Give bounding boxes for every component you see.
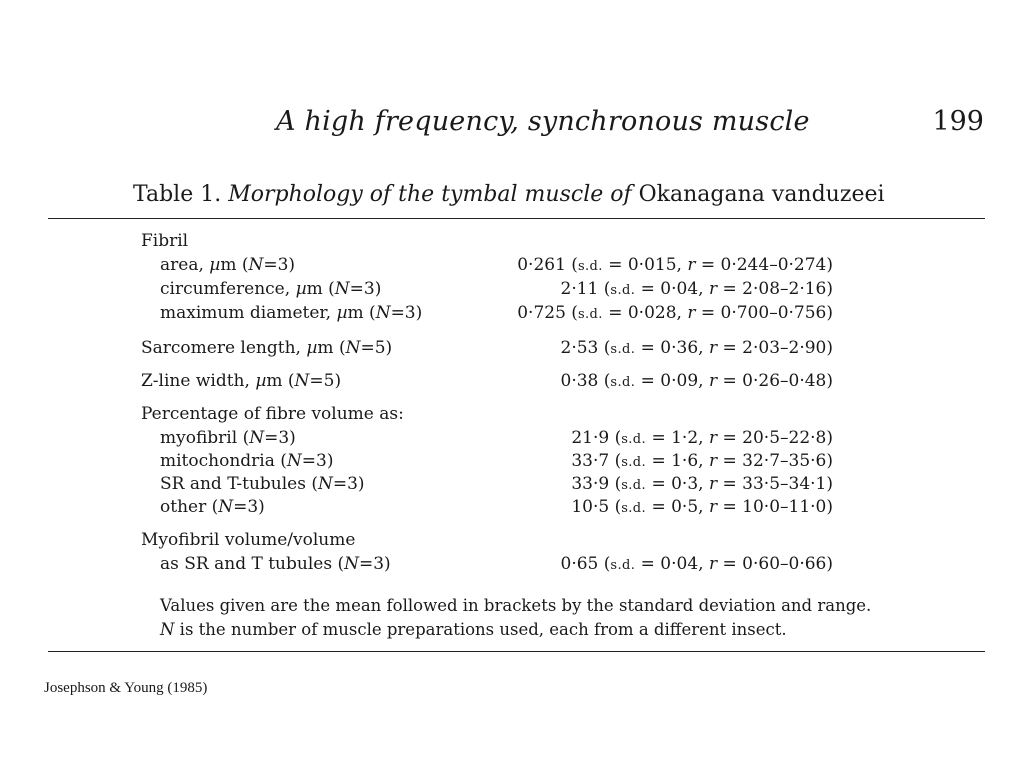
row-value: 2·11 (s.d. = 0·04, r = 2·08–2·16) — [560, 279, 833, 299]
footnote-1: Values given are the mean followed in brackets by the standard deviation and range. — [160, 596, 872, 615]
row-label: Fibril — [141, 231, 189, 251]
row-value: 0·261 (s.d. = 0·015, r = 0·244–0·274) — [517, 255, 833, 275]
row-value: 21·9 (s.d. = 1·2, r = 20·5–22·8) — [571, 428, 833, 448]
row-value: 0·38 (s.d. = 0·09, r = 0·26–0·48) — [560, 371, 833, 391]
row-label: other (N=3) — [160, 497, 265, 517]
row-label: myofibril (N=3) — [160, 428, 296, 448]
table-row — [0, 371, 1024, 395]
row-value: 2·53 (s.d. = 0·36, r = 2·03–2·90) — [560, 338, 833, 358]
row-label: Myofibril volume/volume — [141, 530, 356, 550]
table-row — [0, 554, 1024, 578]
table-caption-title: Morphology of the tymbal muscle of — [228, 182, 632, 207]
figure-credit: Josephson & Young (1985) — [44, 680, 208, 696]
running-head: A high frequency, synchronous muscle — [276, 106, 810, 137]
table-row — [0, 474, 1024, 498]
table-row — [0, 338, 1024, 362]
row-value: 0·65 (s.d. = 0·04, r = 0·60–0·66) — [560, 554, 833, 574]
table-top-rule — [48, 218, 985, 219]
table-row — [0, 497, 1024, 521]
row-label: as SR and T tubules (N=3) — [160, 554, 391, 574]
table-bottom-rule — [48, 651, 985, 652]
table-caption-label: Table 1. — [133, 182, 222, 207]
row-label: mitochondria (N=3) — [160, 451, 334, 471]
footnote-2: N is the number of muscle preparations used, each from a different insect. — [160, 620, 787, 639]
row-value: 33·9 (s.d. = 0·3, r = 33·5–34·1) — [571, 474, 833, 494]
table-row — [0, 428, 1024, 452]
table-caption — [133, 182, 885, 207]
row-value: 0·725 (s.d. = 0·028, r = 0·700–0·756) — [517, 303, 833, 323]
table-row — [0, 255, 1024, 279]
row-label: circumference, µm (N=3) — [160, 279, 382, 299]
table-row — [0, 451, 1024, 475]
row-label: Sarcomere length, µm (N=5) — [141, 338, 393, 358]
page-number: 199 — [932, 106, 984, 137]
table-caption-species: Okanagana vanduzeei — [638, 182, 885, 207]
row-value: 10·5 (s.d. = 0·5, r = 10·0–11·0) — [571, 497, 833, 517]
row-label: SR and T-tubules (N=3) — [160, 474, 365, 494]
row-label: Percentage of fibre volume as: — [141, 404, 404, 424]
row-label: Z-line width, µm (N=5) — [141, 371, 342, 391]
row-label: area, µm (N=3) — [160, 255, 296, 275]
table-row — [0, 303, 1024, 327]
table-row — [0, 530, 1024, 554]
row-label: maximum diameter, µm (N=3) — [160, 303, 423, 323]
table-row — [0, 279, 1024, 303]
table-row — [0, 231, 1024, 255]
row-value: 33·7 (s.d. = 1·6, r = 32·7–35·6) — [571, 451, 833, 471]
table-row — [0, 404, 1024, 428]
